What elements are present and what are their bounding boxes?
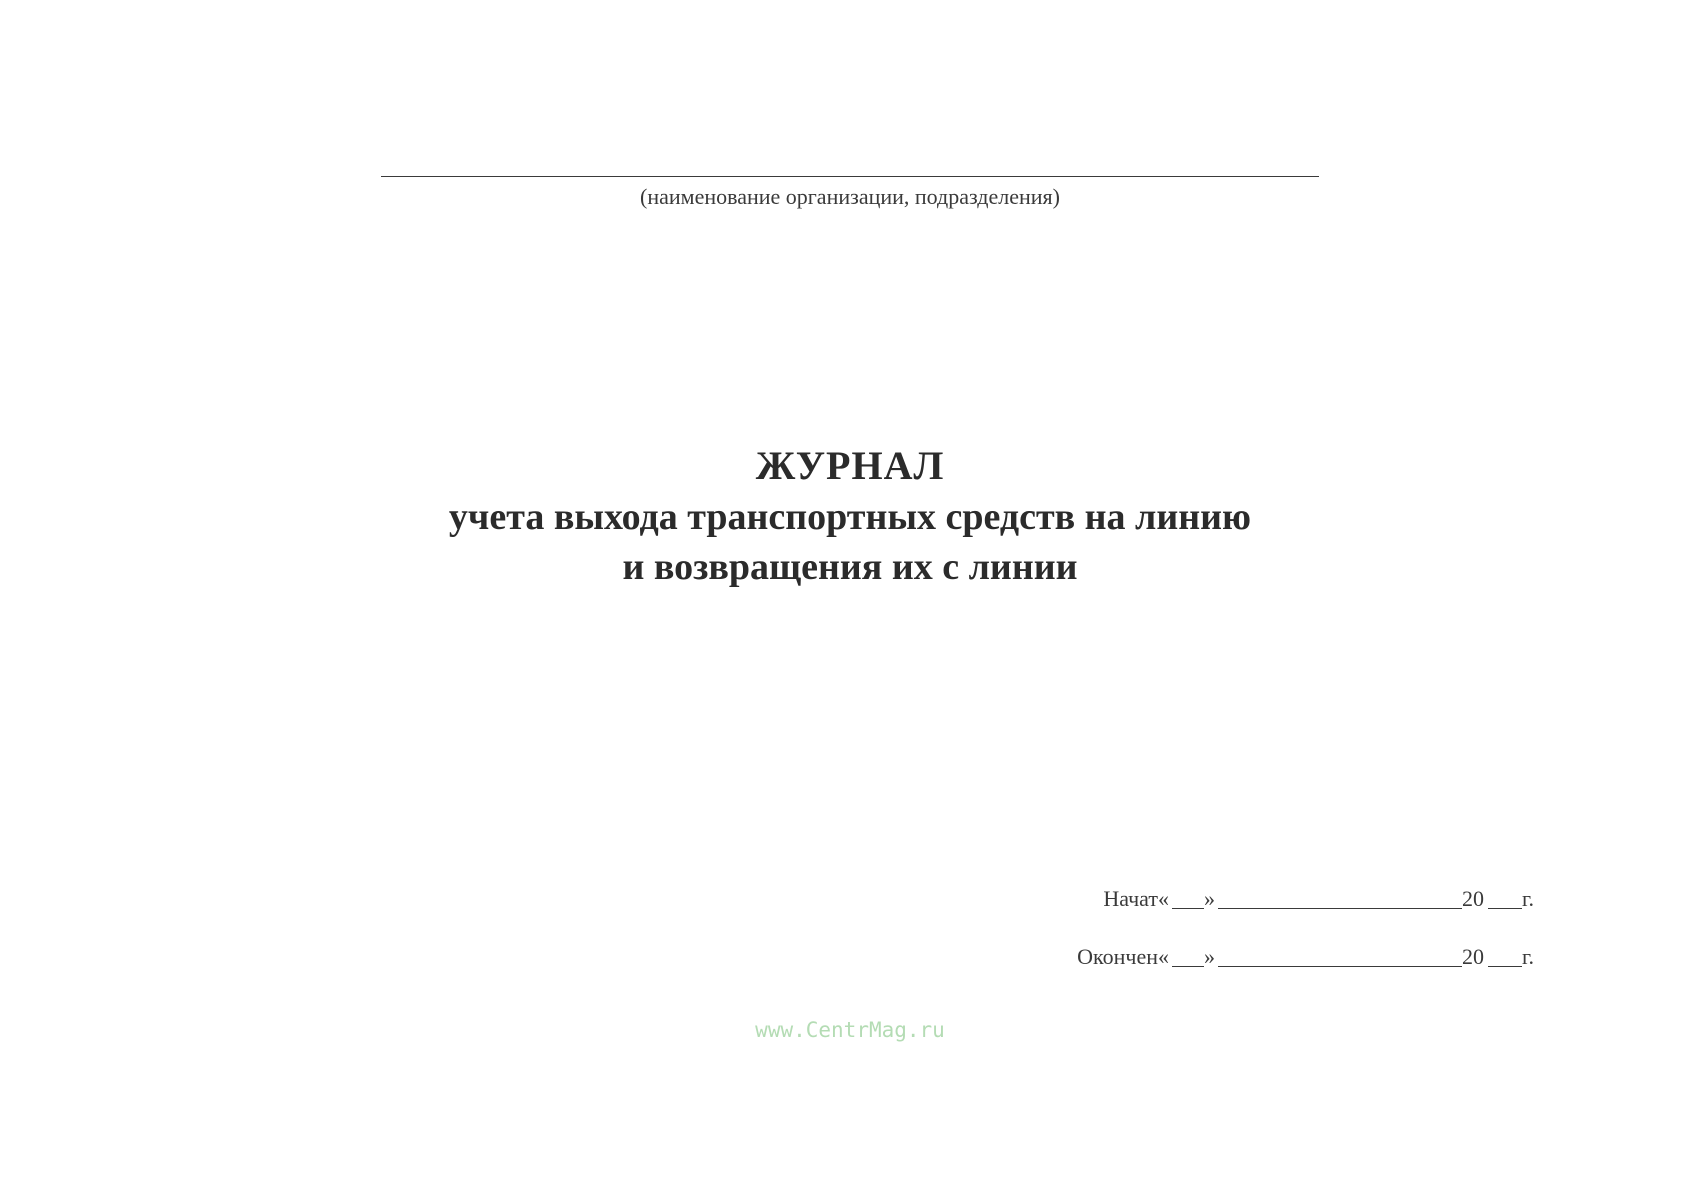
started-date-row [1030, 886, 1540, 916]
started-month-blank [1218, 908, 1462, 909]
quote-close: » [1204, 886, 1215, 911]
ended-day-blank [1172, 966, 1204, 967]
watermark: www.CentrMag.ru [755, 1018, 945, 1042]
journal-subtitle-line-2: и возвращения их с линии [622, 546, 1078, 588]
year-suffix: г. [1522, 944, 1535, 969]
journal-title: ЖУРНАЛ [755, 443, 945, 488]
quote-open: « [1158, 944, 1169, 969]
journal-subtitle-line-1: учета выхода транспортных средств на линию [448, 496, 1252, 538]
ended-label: Окончен [1077, 944, 1158, 969]
organization-name-line [381, 176, 1319, 177]
started-year-blank [1488, 908, 1522, 909]
ended-date-row [1030, 944, 1540, 974]
year-suffix: г. [1522, 886, 1535, 911]
year-prefix: 20 [1462, 886, 1484, 911]
started-label: Начат [1103, 886, 1158, 911]
quote-open: « [1158, 886, 1169, 911]
year-prefix: 20 [1462, 944, 1484, 969]
organization-caption: (наименование организации, подразделения) [640, 184, 1060, 209]
quote-close: » [1204, 944, 1215, 969]
started-day-blank [1172, 908, 1204, 909]
journal-title-block [300, 440, 1400, 592]
ended-month-blank [1218, 966, 1462, 967]
ended-year-blank [1488, 966, 1522, 967]
